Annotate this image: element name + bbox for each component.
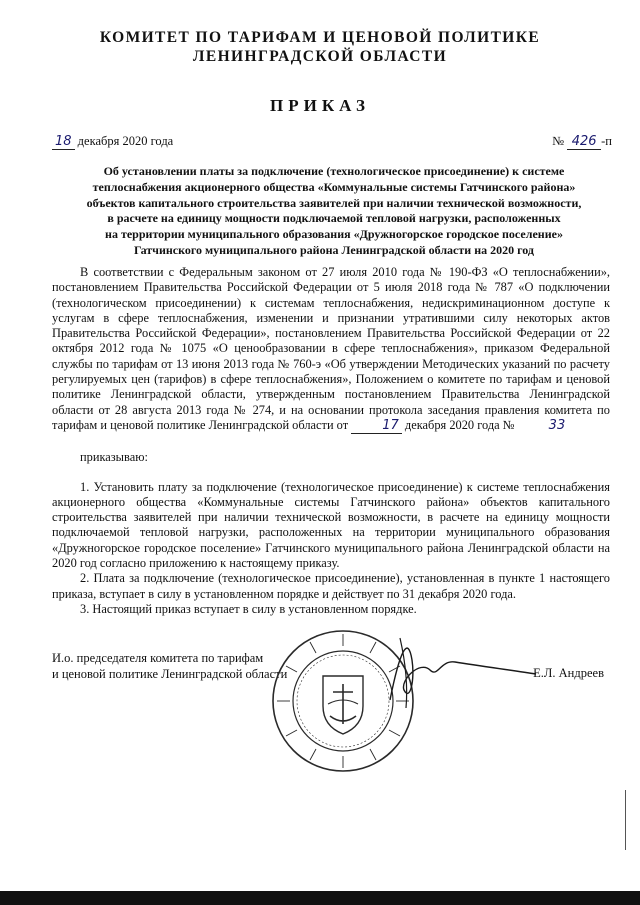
order-subject [60,164,608,259]
subject-line: Гатчинского муниципального района Ленинградской области на 2020 год [134,242,534,257]
preamble-paragraph: В соответствии с Федеральным законом от 27 июля 2010 года № 190-ФЗ «О теплоснабжении», постановлением Правительства Российской Федерации от 5 июля 2018 года № 787 «О подключении (технологическом присоединении) к системам теплоснабжения, недискриминационном доступе к услугам в сфере теплоснабжения, изменении и признании утратившими силу некоторых актов Правительства Российской Федерации», постановлением Правительства Российской Федерации от 22 октября 2012 года № 1075 «О ценообразовании в сфере теплоснабжения», приказом Федеральной службы по тарифам от 13 июня 2013 года № 760-э «Об утверждении Методических указаний по расчету регулируемых цен (тарифов) в сфере теплоснабжения», Положением о комитете по тарифам и ценовой политике Ленинградской области, утвержденным постановлением Правительства Ленинградской области от 28 августа 2013 года № 274, и на основании протокола заседания правления комитета по тарифам и ценовой политике Ленинградской области от 17 декабря 2020 года № 33 [52,265,610,433]
order-item-2: 2. Плата за подключение (технологическое присоединение), установленная в пункте 1 настоящего приказа, вступает в силу в установленном порядке и действует по 31 декабря 2020 года. [52,571,610,601]
header-line-2: ЛЕНИНГРАДСКОЙ ОБЛАСТИ [192,48,448,65]
scan-bottom-border [0,891,640,905]
signatory-name: Е.Л. Андреев [533,666,604,680]
protocol-number-handwritten: 33 [548,417,566,433]
subject-line: в расчете на единицу мощности подключаемой тепловой нагрузки, расположенных [107,211,561,226]
order-item-1: 1. Установить плату за подключение (технологическое присоединение) к системе теплоснабжения акционерного общества «Коммунальные системы Гатчинского района» объектов капитального строительства заявителей при наличии технической возможности, в расчете на единицу мощности подключаемой тепловой нагрузки, расположенных на территории муниципального образования «Дружногорское городское поселение» Гатчинского муниципального района Ленинградской области на 2020 год согласно приложению к настоящему приказу. [52,479,610,571]
protocol-day-handwritten: 17 [351,418,402,434]
number-value-handwritten: 426 [571,134,597,149]
order-items [52,480,610,618]
number-suffix: -п [601,134,612,148]
order-word: приказываю: [80,450,148,465]
date-day-handwritten: 18 [52,134,75,150]
subject-line: на территории муниципального образования «Дружногорское городское поселение» [105,227,563,242]
order-item-3: 3. Настоящий приказ вступает в силу в установленном порядке. [80,601,417,616]
handwritten-signature [360,630,540,710]
document-date [52,134,173,150]
scan-edge-mark [625,790,626,850]
signatory-position [52,650,287,682]
subject-line: теплоснабжения акционерного общества «Коммунальные системы Гатчинского района» [92,179,576,194]
date-rest: декабря 2020 года [77,134,174,148]
position-line: и ценовой политике Ленинградской области [52,667,288,681]
number-prefix: № [552,134,565,148]
date-number-row [52,134,612,152]
header-line-1: КОМИТЕТ ПО ТАРИФАМ И ЦЕНОВОЙ ПОЛИТИКЕ [99,29,541,46]
document-title: ПРИКАЗ [270,96,370,115]
document-number [552,134,612,150]
position-line: И.о. председателя комитета по тарифам [52,651,264,665]
subject-line: Об установлении платы за подключение (технологическое присоединение) к системе [103,164,565,178]
order-body [52,265,610,617]
subject-line: объектов капитального строительства заявителей при наличии технической возможности, [86,195,582,210]
